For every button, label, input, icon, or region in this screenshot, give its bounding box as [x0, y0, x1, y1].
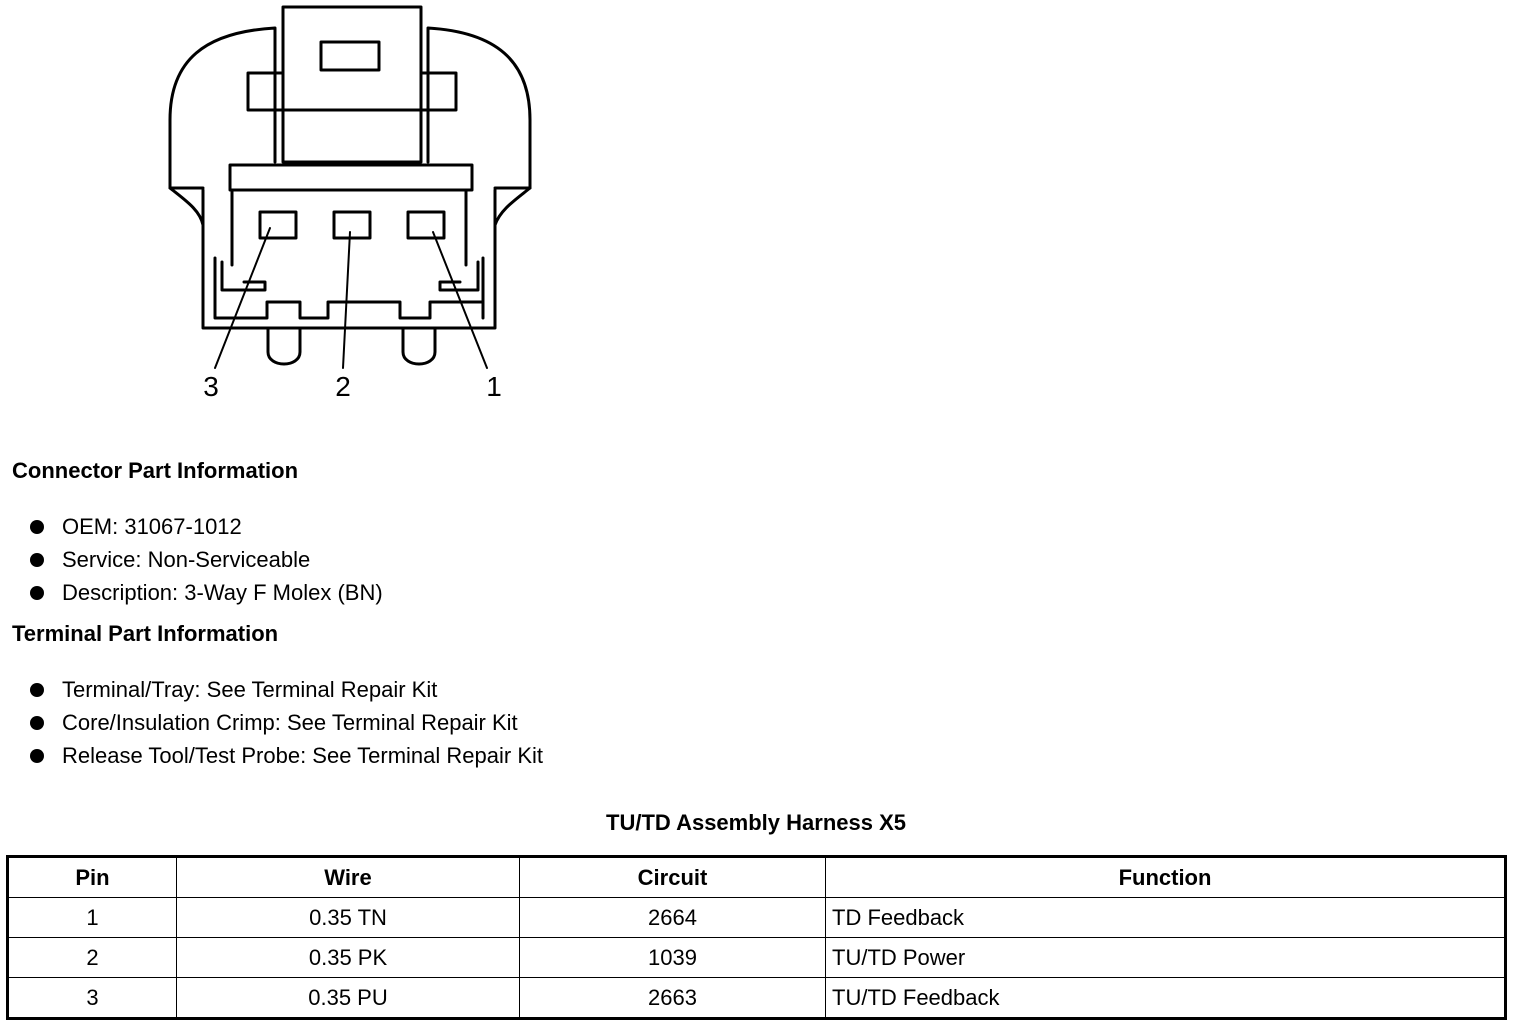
connector-description: Description: 3-Way F Molex (BN): [62, 580, 383, 605]
terminal-part-info-heading: Terminal Part Information: [12, 621, 279, 646]
connector-service: Service: Non-Serviceable: [62, 547, 311, 572]
harness-table-title: TU/TD Assembly Harness X5: [606, 810, 906, 835]
connector-part-info-list: [28, 510, 383, 609]
column-header-circuit: Circuit: [520, 857, 826, 898]
list-item: [28, 706, 543, 739]
cell-function: TU/TD Power: [826, 938, 1506, 978]
connector-latch-tab: [321, 42, 379, 70]
pin-label-3: 3: [203, 371, 219, 402]
terminal-cavity-3: [260, 212, 296, 238]
bullet-icon: [30, 683, 44, 697]
pin-label-2: 2: [335, 371, 351, 402]
connector-key-right: [403, 328, 435, 364]
cell-wire: 0.35 TN: [177, 898, 520, 938]
cell-circuit: 2664: [520, 898, 826, 938]
cell-pin: 3: [8, 978, 177, 1019]
connector-key-left: [268, 328, 300, 364]
table-row: [8, 938, 1506, 978]
cell-circuit: 2663: [520, 978, 826, 1019]
column-header-wire: Wire: [177, 857, 520, 898]
terminal-cavity-2: [334, 212, 370, 238]
connector-latch: [283, 7, 421, 162]
list-item: [28, 543, 383, 576]
table-header-row: [8, 857, 1506, 898]
cell-circuit: 1039: [520, 938, 826, 978]
leader-line-3: [215, 228, 270, 368]
list-item: [28, 673, 543, 706]
terminal-cavity-1: [408, 212, 444, 238]
connector-oem: OEM: 31067-1012: [62, 514, 242, 539]
pin-label-1: 1: [486, 371, 502, 402]
column-header-function: Function: [826, 857, 1506, 898]
cell-function: TU/TD Feedback: [826, 978, 1506, 1019]
cell-pin: 2: [8, 938, 177, 978]
connector-face-diagram: [0, 0, 560, 410]
list-item: [28, 739, 543, 772]
leader-line-1: [433, 232, 487, 368]
cell-pin: 1: [8, 898, 177, 938]
bullet-icon: [30, 716, 44, 730]
bullet-icon: [30, 749, 44, 763]
connector-part-info-heading: Connector Part Information: [12, 458, 299, 483]
bullet-icon: [30, 586, 44, 600]
terminal-part-info-list: [28, 673, 543, 772]
list-item: [28, 576, 383, 609]
terminal-release-tool: Release Tool/Test Probe: See Terminal Repair Kit: [62, 743, 543, 768]
bullet-icon: [30, 520, 44, 534]
bullet-icon: [30, 553, 44, 567]
cell-wire: 0.35 PU: [177, 978, 520, 1019]
table-row: [8, 898, 1506, 938]
table-row: [8, 978, 1506, 1019]
list-item: [28, 510, 383, 543]
connector-lock-bar: [230, 165, 472, 190]
cell-function: TD Feedback: [826, 898, 1506, 938]
cell-wire: 0.35 PK: [177, 938, 520, 978]
terminal-crimp: Core/Insulation Crimp: See Terminal Repair Kit: [62, 710, 518, 735]
terminal-tray: Terminal/Tray: See Terminal Repair Kit: [62, 677, 438, 702]
leader-line-2: [343, 232, 350, 368]
column-header-pin: Pin: [8, 857, 177, 898]
harness-pinout-table: [6, 855, 1507, 1020]
connector-housing-shoulders: [170, 188, 530, 225]
